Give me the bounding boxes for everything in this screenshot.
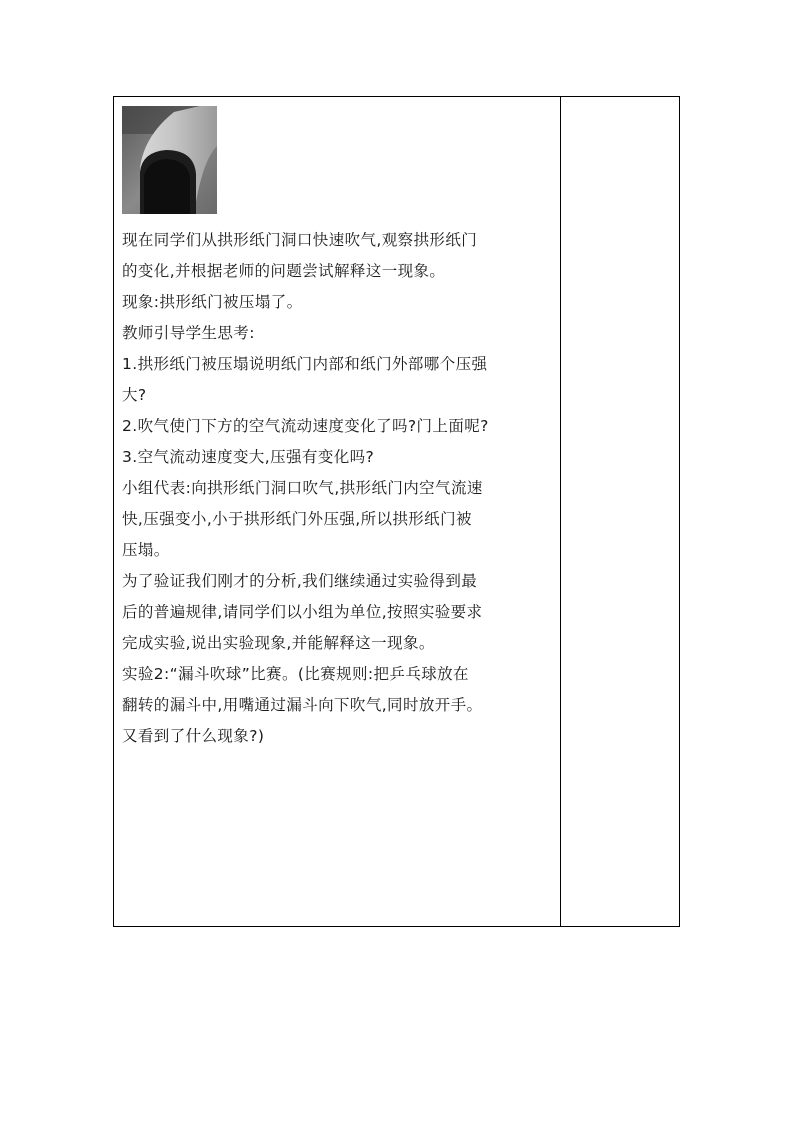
text-line: 实验2:“漏斗吹球”比赛。(比赛规则:把乒乓球放在: [122, 665, 469, 683]
text-line: 3.空气流动速度变大,压强有变化吗?: [122, 448, 375, 466]
text-line: 教师引导学生思考:: [122, 324, 255, 342]
text-line: 大?: [122, 386, 147, 404]
text-line: 翻转的漏斗中,用嘴通过漏斗向下吹气,同时放开手。: [122, 696, 483, 714]
lesson-table: [113, 96, 680, 927]
text-line: 1.拱形纸门被压塌说明纸门内部和纸门外部哪个压强: [122, 355, 488, 373]
text-line: 快,压强变小,小于拱形纸门外压强,所以拱形纸门被: [122, 510, 472, 528]
lesson-content-cell: [114, 97, 561, 926]
text-line: 2.吹气使门下方的空气流动速度变化了吗?门上面呢?: [122, 417, 489, 435]
arch-paper-door-photo: [122, 106, 217, 214]
text-line: 完成实验,说出实验现象,并能解释这一现象。: [122, 634, 435, 652]
lesson-text: [122, 225, 558, 752]
text-line: 后的普遍规律,请同学们以小组为单位,按照实验要求: [122, 603, 483, 621]
text-line: 现象:拱形纸门被压塌了。: [122, 293, 303, 311]
text-line: 压塌。: [122, 541, 170, 559]
text-line: 的变化,并根据老师的问题尝试解释这一现象。: [122, 262, 446, 280]
notes-cell: [561, 97, 679, 926]
text-line: 小组代表:向拱形纸门洞口吹气,拱形纸门内空气流速: [122, 479, 483, 497]
text-line: 现在同学们从拱形纸门洞口快速吹气,观察拱形纸门: [122, 231, 478, 249]
text-line: 又看到了什么现象?): [122, 727, 265, 745]
text-line: 为了验证我们刚才的分析,我们继续通过实验得到最: [122, 572, 478, 590]
